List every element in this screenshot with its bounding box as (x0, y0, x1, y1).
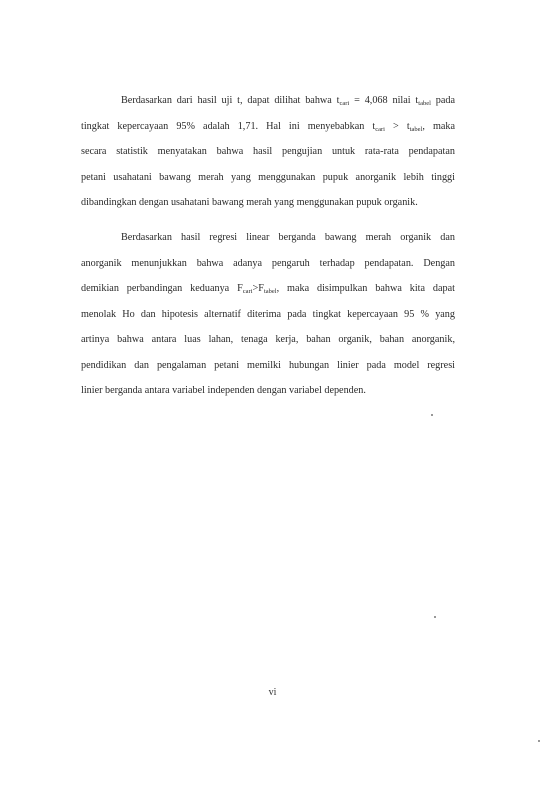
text-line: dibandingkan dengan usahatani bawang merah yang menggunakan pupuk organik. (81, 197, 418, 208)
text-line: pendidikan dan pengalaman petani memilki hubungan linier pada model regresi (81, 359, 455, 371)
text-line: artinya bahwa antara luas lahan, tenaga kerja, bahan organik, bahan anorganik, (81, 334, 455, 345)
text-line: demikian perbandingan keduanya $F_{cari}>F_{tabel}$, maka disimpulkan bahwa kita dapat (81, 283, 455, 295)
text-line: menolak Ho dan hipotesis alternatif diterima pada tingkat kepercayaan 95 % yang (81, 308, 455, 320)
text-line: secara statistik menyatakan bahwa hasil pengujian untuk rata-rata pendapatan (81, 146, 455, 157)
paragraph-t-test (81, 88, 455, 216)
paragraph-regression (81, 225, 455, 404)
text-line: linier berganda antara variabel independen dengan variabel dependen. (81, 385, 366, 396)
scan-speck (538, 740, 540, 742)
text-line: Berdasarkan hasil regresi linear berganda bawang merah organik dan (121, 232, 455, 243)
text-line: petani usahatani bawang merah yang menggunakan pupuk anorganik lebih tinggi (81, 171, 455, 183)
page-number: vi (268, 687, 277, 698)
scan-speck (434, 616, 436, 618)
text-line: anorganik menunjukkan bahwa adanya pengaruh terhadap pendapatan. Dengan (81, 257, 455, 269)
text-line: Berdasarkan dari hasil uji t, dapat dilihat bahwa $t_{cari} = 4,068$ nilai $t_{tabel}$ pada (121, 95, 455, 107)
scan-speck (431, 414, 433, 416)
text-line: tingkat kepercayaan 95% adalah 1,71. Hal ini menyebabkan $t_{cari} > t_{tabel}$, maka (81, 120, 456, 133)
